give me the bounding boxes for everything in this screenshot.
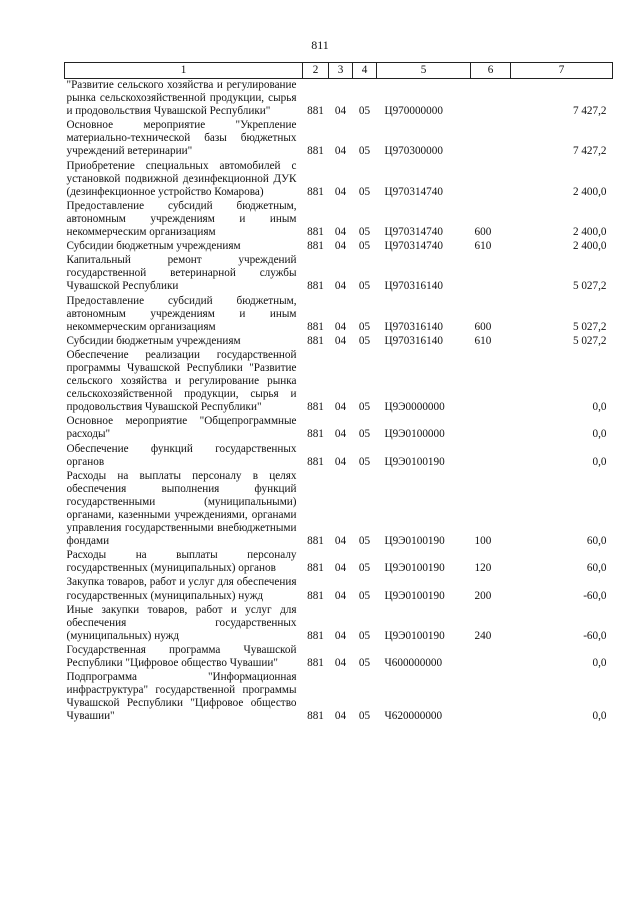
- table-row: [65, 254, 613, 294]
- row-target-article-cell: Ц9Э0100190: [384, 589, 445, 602]
- row-section-cell: 04: [334, 710, 347, 723]
- row-subsection-cell: 05: [358, 629, 371, 642]
- table-row: [65, 671, 613, 724]
- row-subsection-cell: 05: [358, 185, 371, 198]
- row-subsection-cell: 05: [358, 105, 371, 118]
- column-header-grbs: 2: [303, 63, 329, 79]
- row-subsection-cell: 05: [358, 535, 371, 548]
- row-section-cell: 04: [334, 320, 347, 333]
- row-grbs-cell: 881: [307, 562, 324, 575]
- row-target-article-cell: Ц9Э0100190: [384, 455, 445, 468]
- row-target-article-cell: Ц970314740: [384, 185, 443, 198]
- page-number: 811: [311, 38, 329, 52]
- row-amount-cell: 2 400,0: [572, 240, 607, 253]
- row-section-cell: 04: [334, 657, 347, 670]
- row-grbs-cell: 881: [307, 589, 324, 602]
- table-row: [65, 295, 613, 335]
- row-section-cell: 04: [334, 240, 347, 253]
- row-amount-cell: 0,0: [592, 401, 607, 414]
- row-name-cell: Основное мероприятие "Общепрограммные расходы": [66, 415, 297, 441]
- table-row: [65, 160, 613, 200]
- row-amount-cell: 2 400,0: [572, 226, 607, 239]
- row-expense-type-cell: 120: [474, 562, 492, 575]
- row-expense-type-cell: 240: [474, 629, 492, 642]
- row-name-cell: Основное мероприятие "Укрепление материально-технической базы бюджетных учреждений ветеринарии": [66, 119, 297, 158]
- row-section-cell: 04: [334, 280, 347, 293]
- row-target-article-cell: Ц970316140: [384, 334, 443, 347]
- row-expense-type-cell: [471, 254, 511, 294]
- header-row: [65, 63, 613, 79]
- table-row: [65, 119, 613, 159]
- row-target-article-cell: Ч600000000: [384, 657, 443, 670]
- row-name-cell: Расходы на выплаты персоналу в целях обеспечения выполнения функций государственными (муниципальными) органами, казенными учреждениями, органами управления государственными внебюджетными фондами: [66, 469, 297, 548]
- row-subsection-cell: 05: [358, 320, 371, 333]
- table-row: [65, 415, 613, 442]
- row-grbs-cell: 881: [307, 535, 324, 548]
- row-subsection-cell: 05: [358, 589, 371, 602]
- column-header-expense-type: 6: [471, 63, 511, 79]
- row-subsection-cell: 05: [358, 657, 371, 670]
- column-header-name: 1: [65, 63, 303, 79]
- row-name-cell: Субсидии бюджетным учреждениям: [66, 334, 241, 347]
- row-section-cell: 04: [334, 535, 347, 548]
- row-grbs-cell: 881: [307, 185, 324, 198]
- row-grbs-cell: 881: [307, 455, 324, 468]
- row-grbs-cell: 881: [307, 657, 324, 670]
- row-expense-type-cell: 100: [474, 535, 492, 548]
- row-grbs-cell: 881: [307, 401, 324, 414]
- row-grbs-cell: 881: [307, 105, 324, 118]
- row-name-cell: Расходы на выплаты персоналу государственных (муниципальных) органов: [66, 549, 297, 575]
- row-expense-type-cell: [471, 671, 511, 724]
- row-expense-type-cell: [471, 160, 511, 200]
- row-amount-cell: 5 027,2: [572, 334, 607, 347]
- row-target-article-cell: Ц9Э0100190: [384, 535, 445, 548]
- row-expense-type-cell: [471, 79, 511, 120]
- row-name-cell: Обеспечение функций государственных органов: [66, 442, 297, 468]
- row-grbs-cell: 881: [307, 629, 324, 642]
- row-name-cell: Обеспечение реализации государственной программы Чувашской Республики "Развитие сельского хозяйства и регулирование рынка сельскохозяйственной продукции, сырья и продовольствия Чувашской Республики": [66, 348, 297, 414]
- column-header-subsection: 4: [353, 63, 377, 79]
- row-expense-type-cell: [471, 119, 511, 159]
- row-expense-type-cell: 200: [474, 589, 492, 602]
- row-section-cell: 04: [334, 455, 347, 468]
- column-header-section: 3: [329, 63, 353, 79]
- row-name-cell: Приобретение специальных автомобилей с установкой подвижной дезинфекционной ДУК (дезинфекционное устройство Комарова): [66, 159, 297, 198]
- row-target-article-cell: Ц9Э0100190: [384, 629, 445, 642]
- row-section-cell: 04: [334, 185, 347, 198]
- row-subsection-cell: 05: [358, 280, 371, 293]
- column-header-target-article: 5: [377, 63, 471, 79]
- row-amount-cell: 0,0: [592, 657, 607, 670]
- row-amount-cell: 2 400,0: [572, 185, 607, 198]
- row-expense-type-cell: 600: [474, 320, 492, 333]
- row-subsection-cell: 05: [358, 226, 371, 239]
- row-grbs-cell: 881: [307, 710, 324, 723]
- row-section-cell: 04: [334, 562, 347, 575]
- row-name-cell: Капитальный ремонт учреждений государственной ветеринарной службы Чувашской Республики: [66, 254, 297, 293]
- table-row: [65, 349, 613, 415]
- row-amount-cell: 60,0: [586, 562, 607, 575]
- row-grbs-cell: 881: [307, 226, 324, 239]
- row-expense-type-cell: [471, 349, 511, 415]
- table-row: [65, 549, 613, 576]
- table-row: [65, 240, 613, 254]
- row-target-article-cell: Ц970300000: [384, 145, 443, 158]
- row-grbs-cell: 881: [307, 334, 324, 347]
- table-row: [65, 576, 613, 603]
- row-amount-cell: 0,0: [592, 710, 607, 723]
- table-row: [65, 79, 613, 120]
- table-header: [65, 63, 613, 79]
- row-amount-cell: 0,0: [592, 455, 607, 468]
- row-target-article-cell: Ц9Э0100190: [384, 562, 445, 575]
- row-amount-cell: 5 027,2: [572, 320, 607, 333]
- row-subsection-cell: 05: [358, 428, 371, 441]
- row-target-article-cell: Ц970000000: [384, 105, 443, 118]
- row-amount-cell: -60,0: [583, 589, 607, 602]
- row-name-cell: Государственная программа Чувашской Республики "Цифровое общество Чувашии": [66, 643, 297, 670]
- row-name-cell: Иные закупки товаров, работ и услуг для обеспечения государственных (муниципальных) нужд: [66, 603, 297, 642]
- row-target-article-cell: Ч620000000: [384, 710, 443, 723]
- row-name-cell: Субсидии бюджетным учреждениям: [66, 240, 241, 253]
- row-name-cell: Закупка товаров, работ и услуг для обеспечения государственных (муниципальных) нужд: [66, 576, 297, 602]
- table-row: [65, 604, 613, 644]
- row-expense-type-cell: [471, 644, 511, 671]
- row-grbs-cell: 881: [307, 428, 324, 441]
- row-expense-type-cell: 600: [474, 226, 492, 239]
- budget-table: [64, 62, 613, 725]
- row-name-cell: Предоставление субсидий бюджетным, автономным учреждениям и иным некоммерческим организациям: [66, 294, 297, 333]
- table-row: [65, 644, 613, 671]
- table-row: [65, 443, 613, 470]
- row-subsection-cell: 05: [358, 240, 371, 253]
- row-amount-cell: 7 427,2: [572, 145, 607, 158]
- row-subsection-cell: 05: [358, 562, 371, 575]
- row-section-cell: 04: [334, 428, 347, 441]
- row-section-cell: 04: [334, 629, 347, 642]
- row-expense-type-cell: 610: [474, 334, 492, 347]
- row-name-cell: Предоставление субсидий бюджетным, автономным учреждениям и иным некоммерческим организациям: [66, 199, 297, 239]
- row-grbs-cell: 881: [307, 280, 324, 293]
- row-expense-type-cell: [471, 443, 511, 470]
- column-header-amount: 7: [511, 63, 613, 79]
- row-section-cell: 04: [334, 589, 347, 602]
- row-subsection-cell: 05: [358, 455, 371, 468]
- row-target-article-cell: Ц9Э0100000: [384, 428, 445, 441]
- row-name-cell: "Развитие сельского хозяйства и регулирование рынка сельскохозяйственной продукции, сырья и продовольствия Чувашской Республики": [66, 79, 297, 118]
- budget-table-container: [64, 62, 612, 725]
- row-name-cell: Подпрограмма "Информационная инфраструктура" государственной программы Чувашской Республики "Цифровое общество Чувашии": [66, 671, 297, 723]
- row-amount-cell: -60,0: [583, 629, 607, 642]
- row-target-article-cell: Ц970314740: [384, 226, 443, 239]
- row-grbs-cell: 881: [307, 240, 324, 253]
- row-grbs-cell: 881: [307, 145, 324, 158]
- row-grbs-cell: 881: [307, 320, 324, 333]
- row-expense-type-cell: [471, 415, 511, 442]
- row-target-article-cell: Ц9Э0000000: [384, 401, 445, 414]
- table-row: [65, 335, 613, 349]
- row-subsection-cell: 05: [358, 401, 371, 414]
- table-row: [65, 200, 613, 240]
- row-section-cell: 04: [334, 334, 347, 347]
- row-amount-cell: 0,0: [592, 428, 607, 441]
- row-amount-cell: 7 427,2: [572, 105, 607, 118]
- row-target-article-cell: Ц970316140: [384, 280, 443, 293]
- row-subsection-cell: 05: [358, 710, 371, 723]
- row-subsection-cell: 05: [358, 334, 371, 347]
- row-section-cell: 04: [334, 105, 347, 118]
- table-row: [65, 470, 613, 550]
- row-amount-cell: 60,0: [586, 535, 607, 548]
- row-section-cell: 04: [334, 145, 347, 158]
- table-body: [65, 79, 613, 725]
- row-target-article-cell: Ц970314740: [384, 240, 443, 253]
- row-target-article-cell: Ц970316140: [384, 320, 443, 333]
- row-expense-type-cell: 610: [474, 240, 492, 253]
- row-subsection-cell: 05: [358, 145, 371, 158]
- row-section-cell: 04: [334, 226, 347, 239]
- row-section-cell: 04: [334, 401, 347, 414]
- row-amount-cell: 5 027,2: [572, 280, 607, 293]
